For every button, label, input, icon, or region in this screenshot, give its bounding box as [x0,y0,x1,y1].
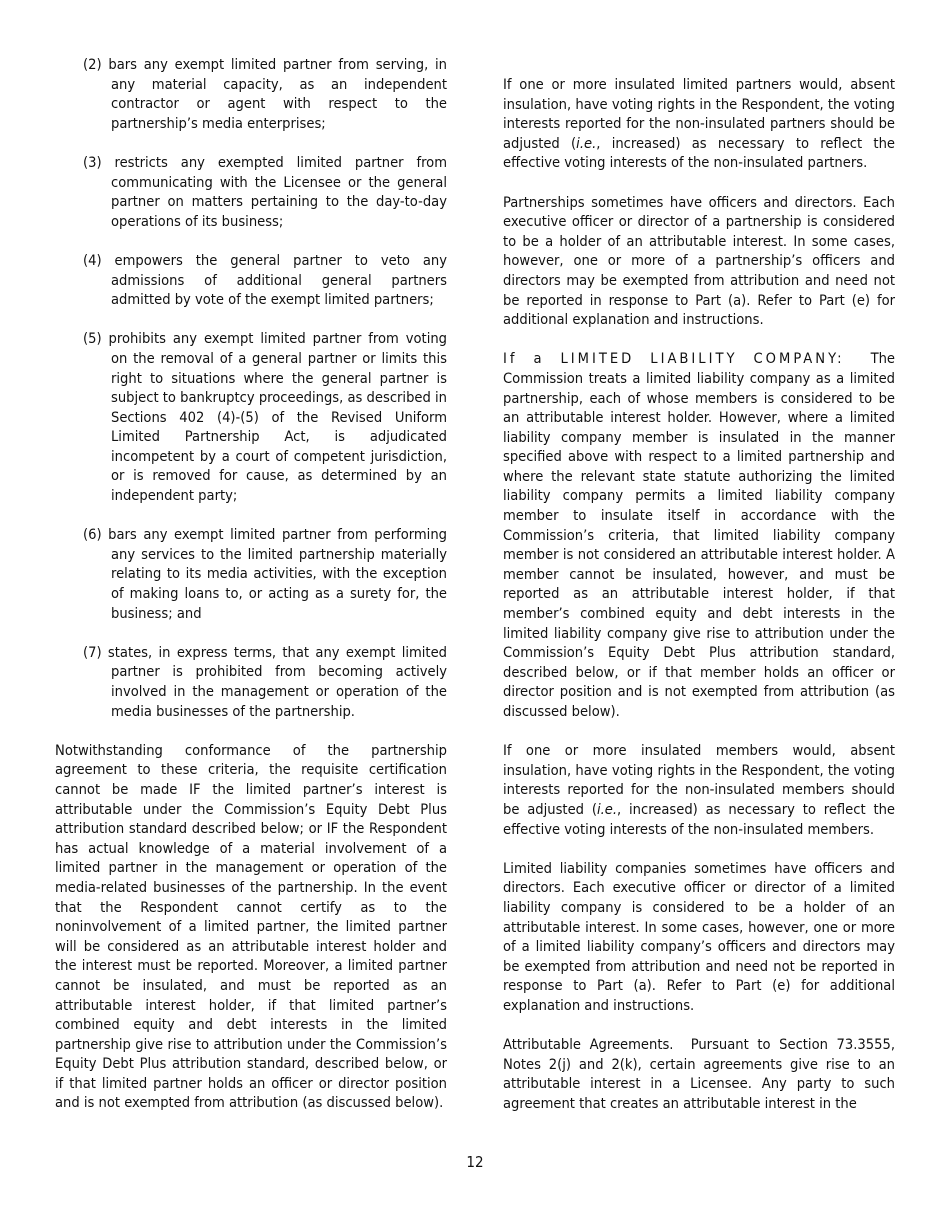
body-paragraph [503,1035,895,1113]
paragraph-text: If one or more insulated limited partners would, absent insulation, have voting rights in the Respondent, the voting interests reported for the non-insulated partners should be adjusted ( [503,76,895,152]
body-paragraph: Notwithstanding conformance of the partnership agreement to these criteria, the requisite certification cannot be made IF the limited partner’s interest is attributable under the Commission’s Equity Debt Plus attribution standard described below; or IF the Respondent has actual knowledge of a material involvement of a limited partner in the management or operation of the media-related businesses of the partnership. In the event that the Respondent cannot certify as to the noninvolvement of a limited partner, the limited partner will be considered as an attributable interest holder and the interest must be reported. Moreover, a limited partner cannot be insulated, and must be reported as an attributable interest holder, if that limited partner’s combined equity and debt interests in the limited partnership give rise to attribution under the Commission’s Equity Debt Plus attribution standard, described below, or if that limited partner holds an officer or director position and is not exempted from attribution (as discussed below). [55,741,447,1112]
list-item: (7) states, in express terms, that any exempt limited partner is prohibited from becoming actively involved in the management or operation of the media businesses of the partnership. [83,643,447,720]
list-item: (4) empowers the general partner to veto any admissions of additional general partners admitted by vote of the exempt limited partners; [83,251,447,309]
paragraph-text: Pursuant to Section 73.3555, Notes 2(j) and 2(k), certain agreements give rise to an attributable interest in a Licensee. Any party to such agreement that creates an attributable interest in the [503,1036,895,1112]
paragraph-text: , increased) as necessary to reflect the effective voting interests of the non-insulated members. [503,800,895,838]
list-item: (5) prohibits any exempt limited partner from voting on the removal of a general partner or limits this right to situations where the general partner is subject to bankruptcy proceedings, as described in Sections 402 (4)-(5) of the Revised Uniform Limited Partnership Act, is adjudicated incompetent by a court of competent jurisdiction, or is removed for cause, as determined by an independent party; [83,330,447,505]
list-item: (3) restricts any exempted limited partner from communicating with the Licensee or the general partner on matters pertaining to the day-to-day operations of its business; [83,153,447,230]
body-paragraph [503,349,895,721]
body-paragraph [503,741,895,839]
paragraph-text: If one or more insulated members would, absent insulation, have voting rights in the Respondent, the voting interests reported for the non-insulated members should be adjusted ( [503,742,895,818]
list-item: (2) bars any exempt limited partner from serving, in any material capacity, as an independent contractor or agent with respect to the partnership’s media enterprises; [83,56,447,132]
emphasis: i.e. [576,134,597,152]
section-heading: If a LIMITED LIABILITY COMPANY: [503,350,845,368]
right-column [503,75,895,1113]
left-column [55,55,447,1113]
body-paragraph: Limited liability companies sometimes have officers and directors. Each executive officer or director of a limited liability company is considered to be a holder of an attributable interest. In some cases, however, one or more of a limited liability company’s officers and directors may be exempted from attribution and need not be reported in response to Part (a). Refer to Part (e) for additional explanation and instructions. [503,859,895,1014]
paragraph-text: The Commission treats a limited liability company as a limited partnership, each of whose members is considered to be an attributable interest holder. However, where a limited liability company member is insulated in the manner specified above with respect to a limited partnership and where the relevant state statute authorizing the limited liability company permits a limited liability company member to insulate itself in accordance with the Commission’s criteria, that limited liability company member is not considered an attributable interest holder. A member cannot be insulated, however, and must be reported as an attributable interest holder, if that member’s combined equity and debt interests in the limited liability company give rise to attribution under the Commission’s Equity Debt Plus attribution standard, described below, or if that member holds an officer or director position and is not exempted from attribution (as discussed below). [503,350,895,720]
page-number: 12 [466,1153,484,1171]
body-paragraph: Partnerships sometimes have officers and directors. Each executive officer or director of a partnership is considered to be a holder of an attributable interest. In some cases, however, one or more of a partnership’s officers and directors may be exempted from attribution and need not be reported in response to Part (a). Refer to Part (e) for additional explanation and instructions. [503,193,895,329]
emphasis: i.e. [596,800,618,818]
list-item: (6) bars any exempt limited partner from performing any services to the limited partnership materially relating to its media activities, with the exception of making loans to, or acting as a surety for, the business; and [83,526,447,622]
section-heading: Attributable Agreements. [503,1036,674,1054]
paragraph-text: , increased) as necessary to reflect the effective voting interests of the non-insulated partners. [503,134,895,172]
body-paragraph [503,75,895,173]
